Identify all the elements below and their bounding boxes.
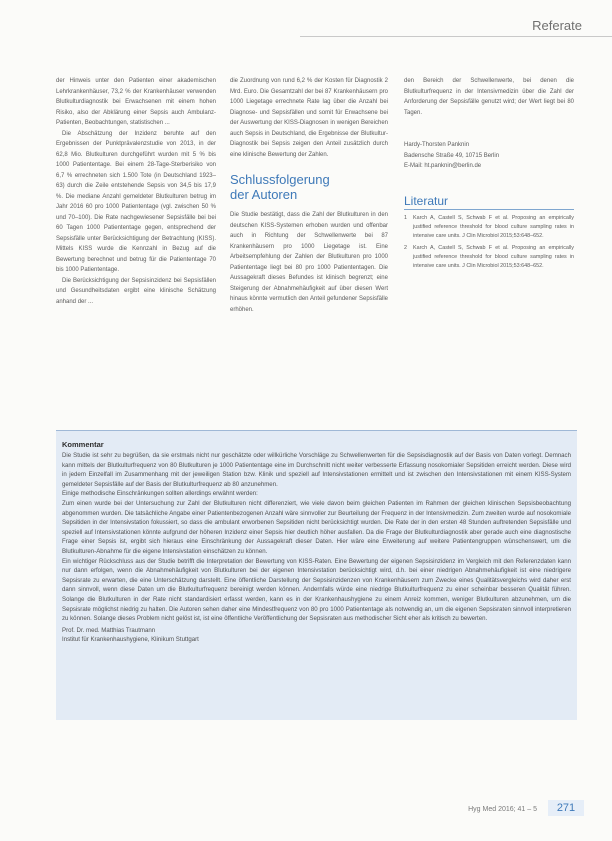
conclusion-paragraph: Die Studie bestätigt, dass die Zahl der Blutkulturen in den deutschen KISS-Systemen erhoben wurden und offenbar auch in Richtung der Schwellenwerte bei 87 Krankenhäusern pro 1000 Liegetage ist. Eine Arbeitsempfehlung der Zahlen der Blutkulturen pro 1000 Patiententage liegt bei 80 pro 1000 Patiententagen. Die Aussagekraft dieses Befundes ist klinisch begrenzt; eine Steigerung der Abnahmehäufigkeit auf über diesen Wert hinaus könnte vermutlich den Anteil gefundener Sepsisfälle erhöhen.	[230, 212, 388, 313]
author-email: E-Mail: ht.panknin@berlin.de	[404, 163, 482, 169]
commentary-signature	[62, 626, 571, 645]
signature-name: Prof. Dr. med. Matthias Trautmann	[62, 626, 156, 634]
journal-citation: Hyg Med 2016; 41 – 5	[468, 806, 537, 813]
commentary-paragraph: Einige methodische Einschränkungen sollten allerdings erwähnt werden:	[62, 490, 258, 498]
reference-number: 2	[404, 245, 407, 251]
commentary-paragraph: Die Studie ist sehr zu begrüßen, da sie erstmals nicht nur geschätzte oder willkürliche Vorschläge zu Schwellenwerten für die Sepsisdiagnostik auf der Basis von Daten vorlegt. Demnach kann mittels der Blutkulturfrequenz von 80 Blutkulturen je 1000 Patiententage eine im Durchschnitt nicht weiter verbesserte Erfassung nosokomialer Sepsitiden erreicht werden. Diese wird in jedem Einzelfall im Zusammenhang mit der jeweiligen Station bzw. Klinik und speziell auf Intensivstationen ermittelt und ist zwischen den Intensivstationen mit einem KISS-System gemeldeter Sepsisfälle auf der Basis der Blutkulturfrequenz ab 80 anzunehmen.	[62, 452, 571, 488]
header-rule	[300, 36, 612, 37]
page-header	[0, 0, 612, 50]
section-heading-conclusion	[230, 172, 388, 202]
reference-text: Karch A, Castell S, Schwab F et al. Proposing an empirically justified reference threshold for blood culture sampling rates in intensive care units. J Clin Microbiol 2015;53:648–652.	[413, 215, 574, 239]
paragraph: der Hinweis unter den Patienten einer akademischen Lehrkrankenhäuser, 73,2 % der Krankenhäuser verwenden Blutkulturdiagnostik bei Erwachsenen mit einem hohen Risiko, also der Abklärung einer Sepsis auch Ambulanz-Patienten, Beobachtungen, statistischen ...	[56, 78, 216, 126]
heading-line: Schlussfolgerung	[230, 172, 330, 187]
signature-institution: Institut für Krankenhaushygiene, Klinikum Stuttgart	[62, 636, 199, 644]
heading-line: der Autoren	[230, 187, 298, 202]
reference-text: Karch A, Castell S, Schwab F et al. Proposing an empirically justified reference threshold for blood culture sampling rates in intensive care units. J Clin Microbiol 2015;53:648–652.	[413, 245, 574, 269]
paragraph: Die Berücksichtigung der Sepsisinzidenz bei Sepsisfällen und Gesundheitsdaten ergibt eine klinische Schätzung anhand der ...	[56, 277, 216, 305]
author-street: Badensche Straße 49, 10715 Berlin	[404, 152, 500, 159]
literature-heading: Literatur	[404, 196, 574, 211]
author-name: Hardy-Thorsten Panknin	[404, 142, 470, 148]
reference-number: 1	[404, 215, 407, 221]
text-column-3	[404, 76, 574, 274]
text-column-1	[56, 76, 216, 307]
page-number: 271	[548, 800, 584, 816]
paragraph: die Zuordnung von rund 6,2 % der Kosten für Diagnostik 2 Mrd. Euro. Die Gesamtzahl der bei 87 Krankenhäusern pro 1000 Liegetage errechnete Rate lag über die Anzahl bei Diagnose- und Sepsisfällen und somit für Erwachsene bei der Auswertung der KISS-Diagnosen in wenigen Bereichen auch Sepsis in Deutschland, die Ergebnisse der Blutkultur-Diagnostik bei Sepsis zeigen den Anteil zusätzlich durch eine klinische Bewertung der Zahlen.	[230, 78, 388, 158]
commentary-paragraph: Ein wichtiger Rückschluss aus der Studie betrifft die Interpretation der Bewertung von KISS-Raten. Eine Bewertung der eigenen Sepsisinzidenz im Vergleich mit den Referenzdaten kann nur dann erfolgen, wenn die Abnahmehäufigkeit von Blutkulturen bei der eigenen Intensivstation berücksichtigt wird, d.h. bei einer niedrigen Abnahmehäufigkeit ist eine niedrigere Sepsisrate zu erwarten, die eine Unterschätzung darstellt. Eine öffentliche Darstellung der Sepsisinzidenzen von Krankenhäusern zum Zwecke eines Qualitätsvergleichs wird daher erst dann sinnvoll, wenn diese Daten um die Blutkulturfrequenz bereinigt werden können. Andernfalls würde eine niedrige Blutkulturfrequenz zu einer scheinbar besseren Qualität führen. Solange die Blutkulturen in der Rate nicht standardisiert erfasst werden, kann es in der Krankenhaushygiene zu einem Anreiz kommen, weniger Blutkulturen abzunehmen, um die Sepsisrate möglichst niedrig zu halten. Die Autoren sehen daher eine Mindestfrequenz von 80 pro 1000 Patiententage als notwendig an, um die eigenen Sepsisraten sinnvoll interpretieren zu können. Solange dieses Problem nicht gelöst ist, ist eine öffentliche Veröffentlichung der Sepsisraten aus methodischer Sicht eher als kritisch zu bewerten.	[62, 557, 571, 623]
paragraph: den Bereich der Schwellenwerte, bei denen die Blutkulturfrequenz in der Intensivmedizin über die Zahl der Anforderung der Sepsisfälle genutzt wird; der Wert liegt bei 80 Tagen.	[404, 78, 574, 116]
commentary-box	[56, 430, 577, 720]
text-column-2	[230, 76, 388, 315]
paragraph: Die Abschätzung der Inzidenz beruhte auf den Ergebnissen der Punktprävalenzstudie von 2013, in der 62,8 Mio. Blutkulturen durchgeführt wurden mit 5 % bis 1000 Patiententage. Bei einem 28-Tage-Sterberisiko von 6,7 % errechneten sich 1.500 Tote (in Deutschland 1923–63) durch die Zeile entstehende Sepsis von 34,5 bis 17,9 %. Die mediane Anzahl gemeldeter Blutkulturen betrug im Jahr 2016 60 pro 1000 Patiententage (vgl. zwischen 50 % und 70–100). Die Rate nachgewiesener Sepsisfälle bei bei 60 Tagen 1000 Patiententage gegen, entsprechend der Sepsisfälle unter Berücksichtigung der Betrachtung (KISS). Mittels KISS wurde die Kennzahl in Bezug auf die Bewertung berechnet und betrug für die Patiententage 70 bis 1000 Patiententage.	[56, 130, 216, 273]
running-head: Referate	[532, 18, 582, 33]
reference-item	[404, 244, 574, 271]
author-block	[404, 140, 574, 172]
reference-item	[404, 214, 574, 241]
reference-list	[404, 214, 574, 271]
commentary-title: Kommentar	[62, 440, 104, 449]
commentary-paragraph: Zum einen wurde bei der Untersuchung zur Zahl der Blutkulturen nicht differenziert, wie viele davon beim gleichen Patienten im Rahmen der gleichen klinischen Sepsisbeobachtung abgenommen wurden. Die tatsächliche Angabe einer Patientenbezogenen Anzahl wäre sinnvoller zur Beurteilung der Frequenz in der Intensivmedizin. Zum zweiten wurde auf nosokomiale Sepsitiden in der Intensivstation fokussiert, so dass die ambulant erworbenen Sepsitiden nicht berücksichtigt wurden. Die Rate der in den ersten 48 Stunden auftretenden Sepsisfälle und speziell auf Intensivstationen könnte aufgrund der höheren Inzidenz einer Sepsis hier deutlich höher ausfallen. Da die Frage der Blutkulturdiagnostik aber gerade auch eine diagnostische Frage einer Sepsis ist, ergibt sich hieraus eine Einschränkung der Aussagekraft dieser Daten. Hier wäre eine Erweiterung auf weitere Patientengruppen wünschenswert, um die Blutkulturen-Abnahme für die eigene Intensivstation einschätzen zu können.	[62, 499, 571, 555]
